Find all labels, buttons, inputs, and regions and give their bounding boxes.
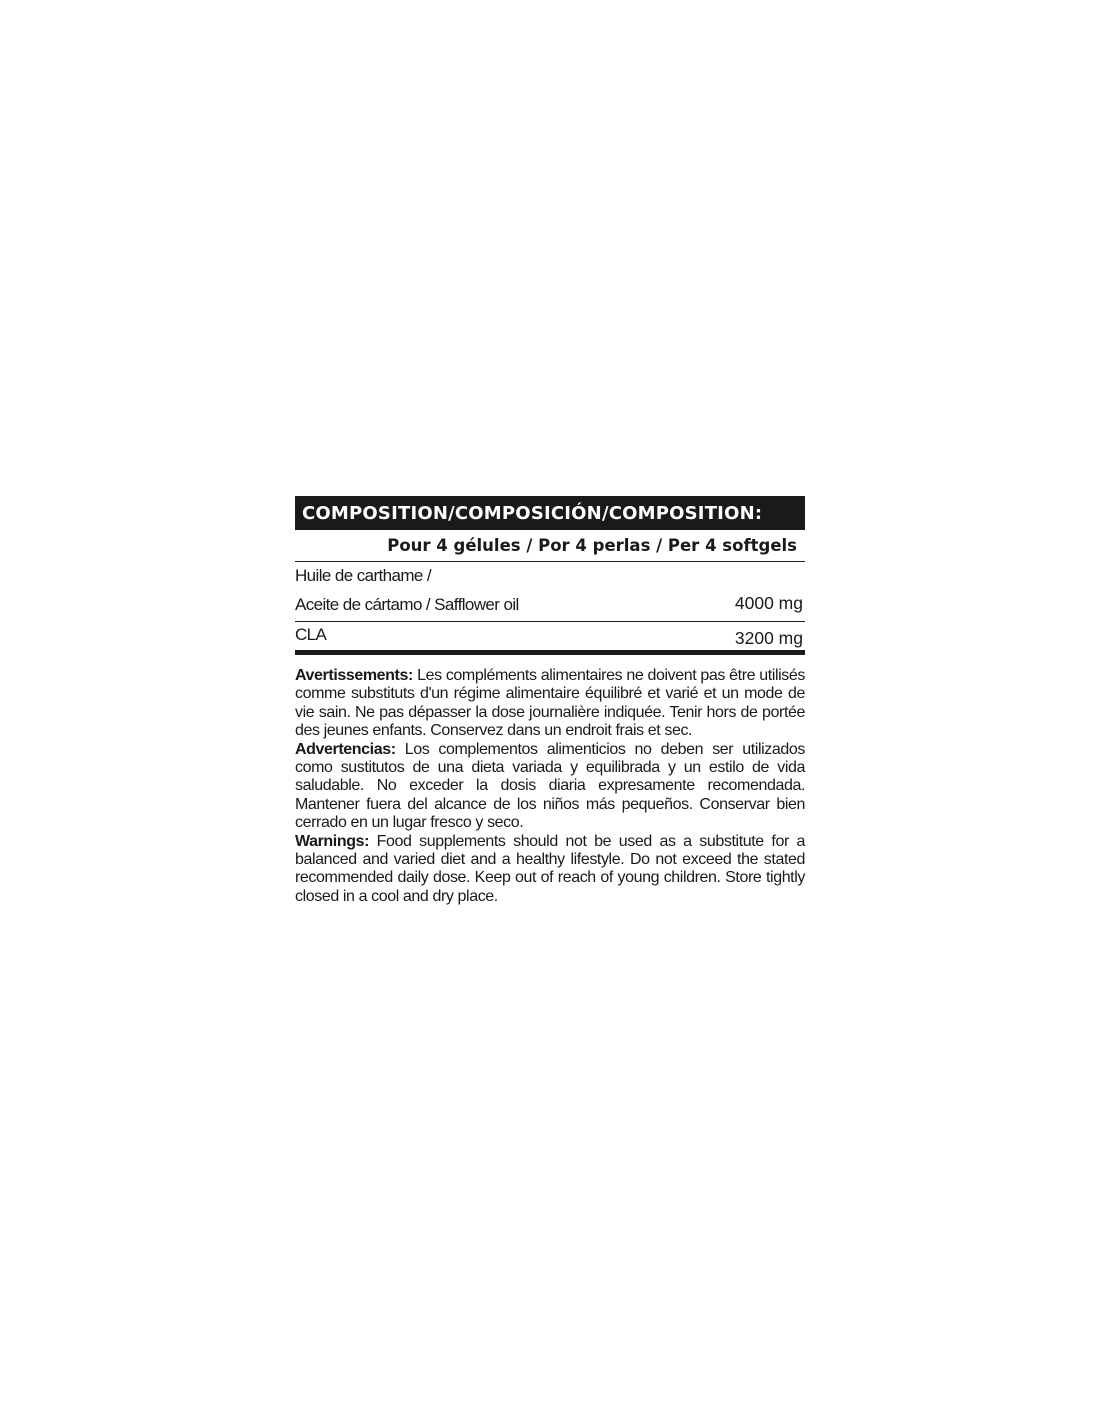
warning-english-label: Warnings: (295, 832, 370, 850)
ingredient-name-line-2: Aceite de cártamo / Safflower oil (295, 595, 519, 614)
composition-title: COMPOSITION/COMPOSICIÓN/COMPOSITION: (295, 496, 805, 530)
warning-spanish-label: Advertencias: (295, 740, 396, 758)
warning-english (295, 833, 805, 907)
warning-french-label: Avertissements: (295, 667, 413, 684)
composition-label (295, 496, 805, 906)
warnings-block (295, 667, 805, 906)
ingredient-amount: 3200 mg (734, 628, 803, 648)
serving-size: Pour 4 gélules / Por 4 perlas / Per 4 softgels (295, 530, 805, 562)
ingredient-name: CLA (295, 625, 327, 644)
ingredient-row-cla (295, 622, 805, 655)
warning-english-text: Food supplements should not be used as a substitute for a balanced and varied diet and a healthy lifestyle. Do not exceed the stated recommended daily dose. Keep out of reach of young children. Store tightly closed in a cool and dry place. (295, 832, 805, 905)
warning-spanish-text: Los complementos alimenticios no deben ser utilizados como sustitutos de una dieta variada y equilibrada y un estilo de vida saludable. No exceder la dosis diaria expresamente recomendada. Mantener fuera del alcance de los niños más pequeños. Conservar bien cerrado en un lugar fresco y seco. (295, 740, 805, 832)
ingredient-amount: 4000 mg (734, 593, 803, 613)
warning-french-text: Les compléments alimentaires ne doivent pas être utilisés comme substituts d'un régime alimentaire équilibré et varié et un mode de vie sain. Ne pas dépasser la dose journalière indiquée. Tenir hors de portée des jeunes enfants. Conservez dans un endroit frais et sec. (295, 667, 806, 740)
ingredient-row-safflower-oil (295, 562, 805, 622)
warning-french (295, 667, 805, 741)
ingredient-name-line-1: Huile de carthame / (295, 566, 432, 585)
warning-spanish (295, 741, 805, 833)
